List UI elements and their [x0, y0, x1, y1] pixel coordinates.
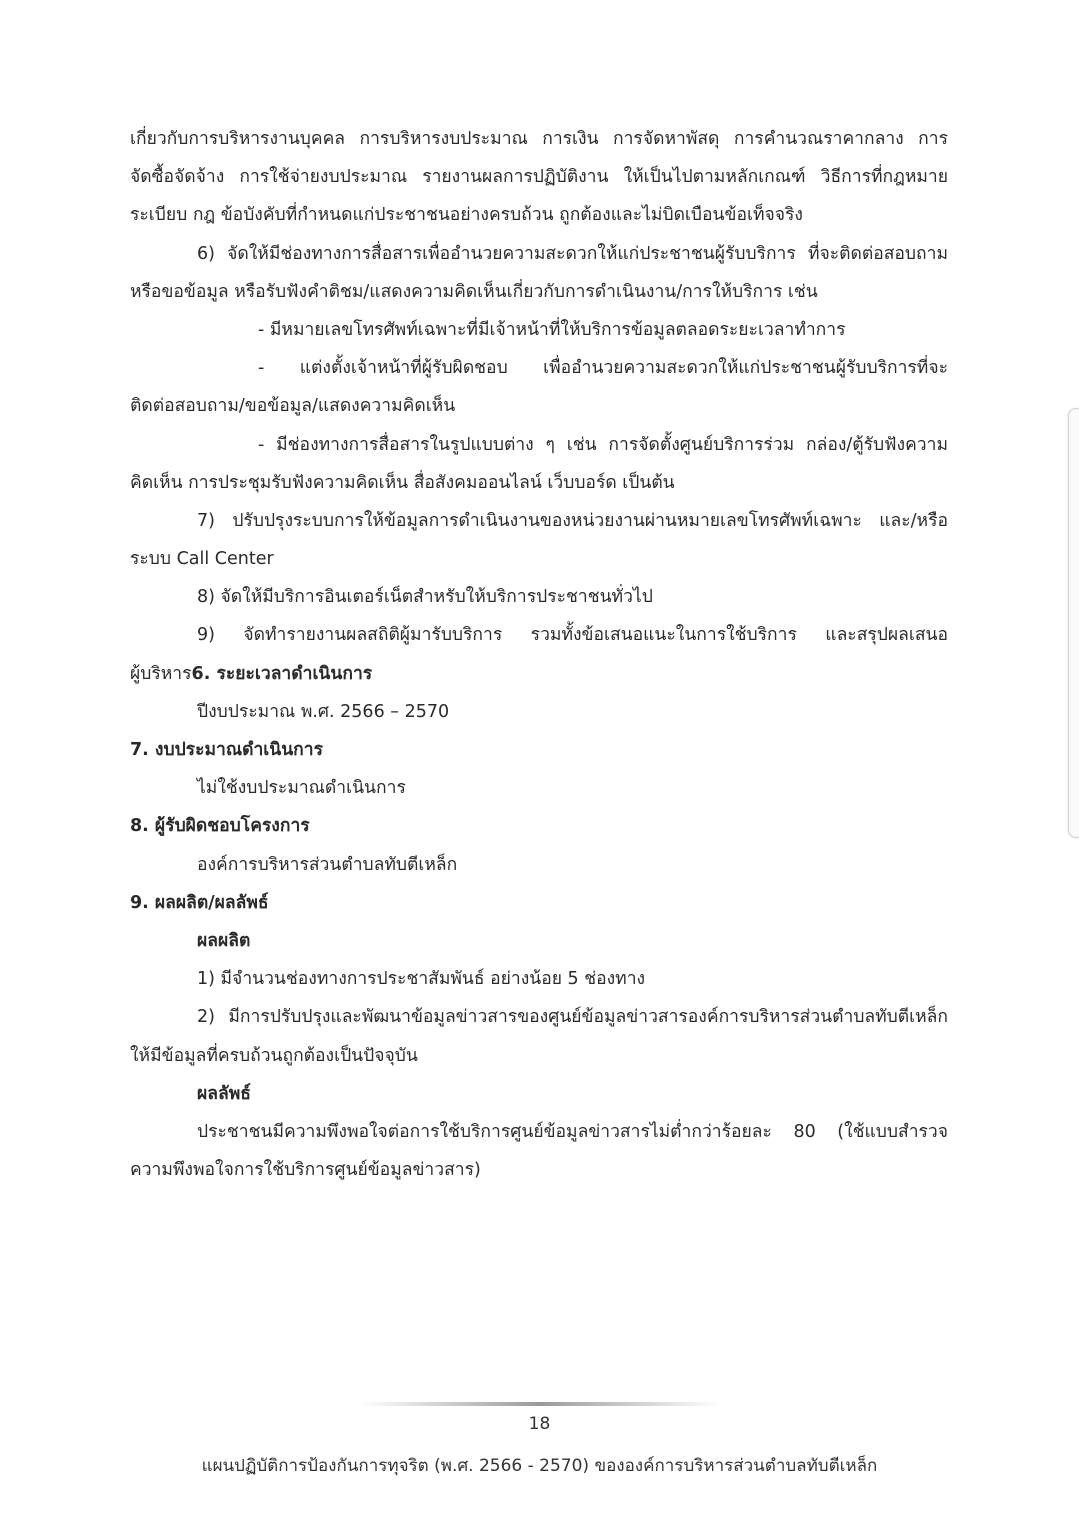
item-6-line: 6) จัดให้มีช่องทางการสื่อสารเพื่ออำนวยความสะดวกให้แก่ประชาชนผู้รับบริการ ที่จะติดต่อสอบถาม — [197, 243, 948, 264]
footer-title: แผนปฏิบัติการป้องกันการทุจริต (พ.ศ. 2566 - 2570) ขององค์การบริหารส่วนตำบลทับตีเหล็ก — [201, 1456, 878, 1476]
item-6-line: หรือขอข้อมูล หรือรับฟังคำติชม/แสดงความคิดเห็นเกี่ยวกับการดำเนินงาน/การให้บริการ เช่น — [130, 281, 818, 302]
output-item-continuation: ให้มีข้อมูลที่ครบถ้วนถูกต้องเป็นปัจจุบัน — [130, 1045, 418, 1066]
bullet-item-continuation: ติดต่อสอบถาม/ขอข้อมูล/แสดงความคิดเห็น — [130, 396, 456, 417]
output-item: 1) มีจำนวนช่องทางการประชาสัมพันธ์ อย่างน้อย 5 ช่องทาง — [197, 969, 646, 990]
period-text: ปีงบประมาณ พ.ศ. 2566 – 2570 — [197, 701, 450, 722]
outcome-text: ประชาชนมีความพึงพอใจต่อการใช้บริการศูนย์ข้อมูลข่าวสารไม่ต่ำกว่าร้อยละ 80 (ใช้แบบสำรวจ — [197, 1121, 948, 1142]
bullet-item: - มีหมายเลขโทรศัพท์เฉพาะที่มีเจ้าหน้าที่ให้บริการข้อมูลตลอดระยะเวลาทำการ — [258, 319, 846, 340]
outcomes-heading: ผลลัพธ์ — [197, 1083, 251, 1104]
section-8-heading: 8. ผู้รับผิดชอบโครงการ — [130, 816, 310, 837]
output-item: 2) มีการปรับปรุงและพัฒนาข้อมูลข่าวสารของศูนย์ข้อมูลข่าวสารองค์การบริหารส่วนตำบลทับตีเหล็ก — [197, 1007, 948, 1028]
outcome-text-continuation: ความพึงพอใจการใช้บริการศูนย์ข้อมูลข่าวสาร) — [130, 1160, 481, 1181]
item-9-continuation: ผู้บริหาร — [130, 663, 192, 684]
item-8-line: 8) จัดให้มีบริการอินเตอร์เน็ตสำหรับให้บริการประชาชนทั่วไป — [197, 587, 653, 608]
item-7-line: 7) ปรับปรุงระบบการให้ข้อมูลการดำเนินงานของหน่วยงานผ่านหมายเลขโทรศัพท์เฉพาะ และ/หรือ — [197, 510, 948, 531]
page-number: 18 — [528, 1414, 551, 1434]
section-7-heading: 7. งบประมาณดำเนินการ — [130, 740, 323, 760]
bullet-item: - แต่งตั้งเจ้าหน้าที่ผู้รับผิดชอบ เพื่ออำนวยความสะดวกให้แก่ประชาชนผู้รับบริการที่จะ — [258, 358, 948, 379]
item-9-heading-line — [130, 655, 948, 693]
responsible-text: องค์การบริหารส่วนตำบลทับตีเหล็ก — [197, 854, 458, 875]
body-text — [130, 120, 948, 1189]
budget-text: ไม่ใช้งบประมาณดำเนินการ — [197, 778, 406, 799]
footer-divider — [360, 1402, 720, 1406]
bullet-item-continuation: คิดเห็น การประชุมรับฟังความคิดเห็น สื่อสังคมออนไลน์ เว็บบอร์ด เป็นต้น — [130, 472, 675, 493]
paragraph-line: จัดซื้อจัดจ้าง การใช้จ่ายงบประมาณ รายงานผลการปฏิบัติงาน ให้เป็นไปตามหลักเกณฑ์ วิธีการที่กฎหมาย — [130, 167, 948, 188]
scrollbar-handle[interactable] — [1068, 408, 1079, 838]
item-9-line: 9) จัดทำรายงานผลสถิติผู้มารับบริการ รวมทั้งข้อเสนอแนะในการใช้บริการ และสรุปผลเสนอ — [197, 625, 948, 646]
section-9-heading: 9. ผลผลิต/ผลลัพธ์ — [130, 892, 269, 913]
outputs-heading: ผลผลิต — [197, 930, 251, 951]
bullet-item: - มีช่องทางการสื่อสารในรูปแบบต่าง ๆ เช่น การจัดตั้งศูนย์บริการร่วม กล่อง/ตู้รับฟังความ — [258, 434, 948, 455]
paragraph-line: เกี่ยวกับการบริหารงานบุคคล การบริหารงบประมาณ การเงิน การจัดหาพัสดุ การคำนวณราคากลาง การ — [130, 129, 948, 149]
paragraph-line: ระเบียบ กฎ ข้อบังคับที่กำหนดแก่ประชาชนอย่างครบถ้วน ถูกต้องและไม่บิดเบือนข้อเท็จจริง — [130, 205, 803, 226]
section-6-heading: 6. ระยะเวลาดำเนินการ — [191, 663, 373, 684]
item-7-line: ระบบ Call Center — [130, 549, 274, 570]
